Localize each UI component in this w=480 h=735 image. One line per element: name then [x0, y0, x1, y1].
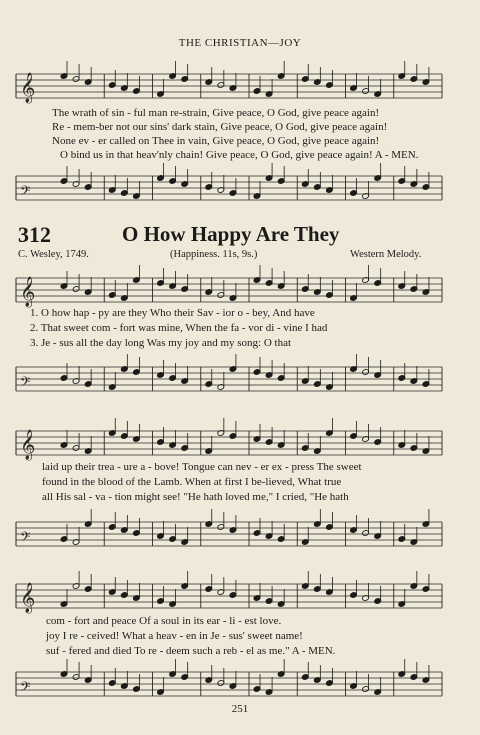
treble-clef-icon: 𝄞	[20, 583, 36, 613]
bass-clef-icon: 𝄢	[20, 374, 31, 393]
treble-clef-icon: 𝄞	[20, 73, 36, 103]
lyric-line: found in the blood of the Lamb. When at first I be-lieved, What true	[42, 476, 342, 488]
running-head: THE CHRISTIAN—JOY	[178, 37, 302, 49]
bass-staff-top	[16, 170, 442, 210]
hymn-number: 312	[18, 222, 51, 247]
lyric-line: 3. Je - sus all the day long Was my joy and my song: O that	[30, 337, 292, 349]
lyric-line: Re - mem-ber not our sins' dark stain, Give peace, O God, give peace again!	[52, 121, 388, 133]
page-number: 251	[231, 703, 249, 715]
lyric-line: O bind us in that heav'nly chain! Give peace, O God, give peace again! A - MEN.	[60, 149, 419, 161]
treble-staff-top	[16, 68, 442, 108]
bass-clef-icon: 𝄢	[20, 679, 31, 698]
tune-credit: (Happiness. 11s, 9s.)	[170, 249, 258, 260]
lyric-line: com - fort and peace Of a soul in its ear - li - est love.	[46, 615, 282, 627]
lyric-line: all His sal - va - tion might see! "He hath loved me," I cried, "He hath	[42, 491, 349, 503]
bass-clef-icon: 𝄢	[20, 529, 31, 548]
hymn-title: O How Happy Are They	[122, 222, 340, 246]
treble-staff-system2	[16, 425, 442, 465]
treble-clef-icon: 𝄞	[20, 277, 36, 307]
bass-clef-icon: 𝄢	[20, 183, 31, 202]
lyric-line: joy I re - ceived! What a heav - en in Je - sus' sweet name!	[46, 630, 303, 642]
lyric-line: 2. That sweet com - fort was mine, When the fa - vor di - vine I had	[30, 322, 328, 334]
bass-staff-system2	[16, 516, 442, 556]
lyric-line: laid up their trea - ure a - bove! Tongue can nev - er ex - press The sweet	[42, 461, 362, 473]
author-credit: C. Wesley, 1749.	[18, 249, 89, 260]
treble-staff-system3	[16, 578, 442, 618]
lyric-line: None ev - er called on Thee in vain, Give peace, O God, give peace again!	[52, 135, 380, 147]
composer-credit: Western Melody.	[350, 249, 422, 260]
treble-staff-system1	[16, 272, 442, 312]
bass-staff-system1	[16, 361, 442, 401]
lyric-line: The wrath of sin - ful man re-strain, Give peace, O God, give peace again!	[52, 107, 380, 119]
lyric-line: suf - fered and died To re - deem such a reb - el as me." A - MEN.	[46, 645, 336, 657]
treble-clef-icon: 𝄞	[20, 430, 36, 460]
lyric-line: 1. O how hap - py are they Who their Sav - ior o - bey, And have	[30, 307, 315, 319]
bass-staff-system3	[16, 666, 442, 706]
